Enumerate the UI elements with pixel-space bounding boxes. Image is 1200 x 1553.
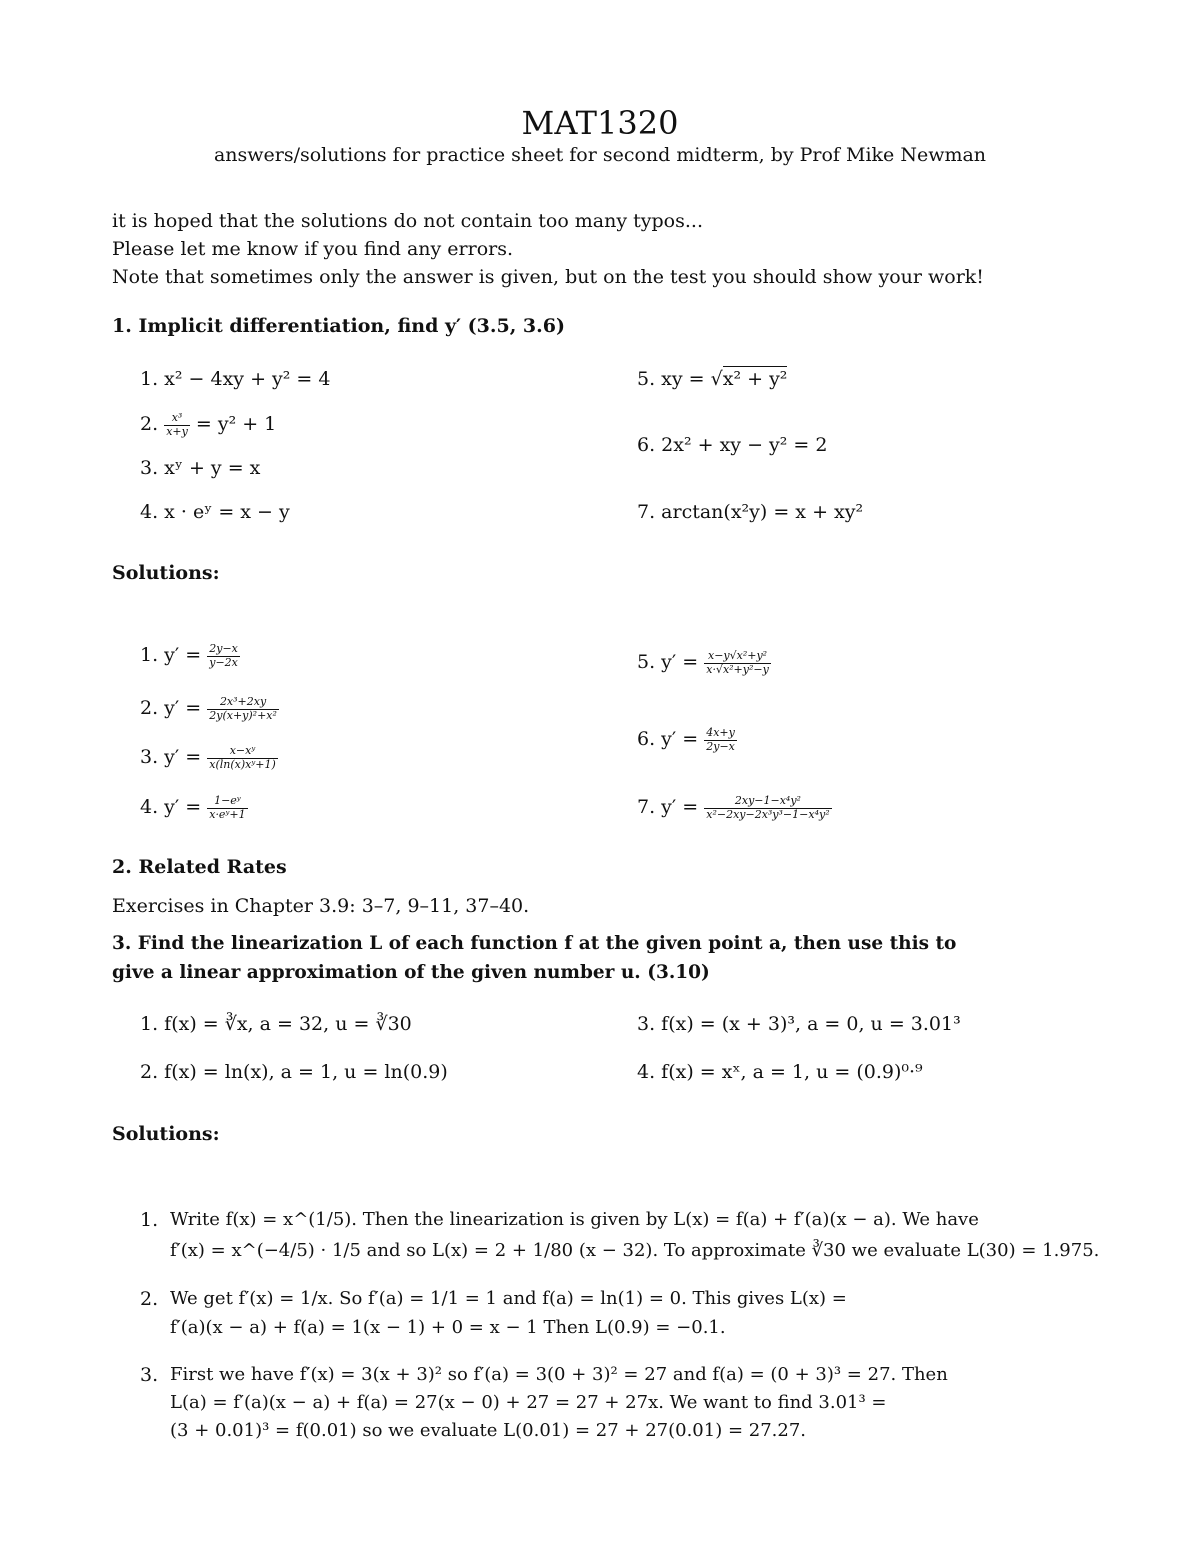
fraction-numerator: 1−eʸ: [207, 795, 247, 809]
solution-3-1-number: 1.: [140, 1209, 159, 1231]
solution-fraction: [207, 696, 279, 722]
problem-1-2-fraction: [164, 412, 190, 438]
problem-1-6: 6. 2x² + xy − y² = 2: [637, 434, 828, 456]
fraction-denominator: 2y(x+y)²+x²: [209, 708, 277, 722]
page-subtitle: answers/solutions for practice sheet for second midterm, by Prof Mike Newman: [213, 144, 987, 166]
solution-fraction: [207, 745, 278, 771]
solution-label: 1. y′ =: [140, 644, 202, 667]
section-3-solutions-heading: Solutions:: [112, 1123, 220, 1145]
solution-3-3-line-2: L(a) = f′(a)(x − a) + f(a) = 27(x − 0) + 27 = 27 + 27x. We want to find 3.01³ =: [170, 1392, 887, 1413]
solution-1-7: [637, 795, 832, 821]
problem-1-1: 1. x² − 4xy + y² = 4: [140, 368, 331, 390]
section-1-heading: 1. Implicit differentiation, find y′ (3.5, 3.6): [112, 315, 565, 337]
section-2-heading: 2. Related Rates: [112, 856, 287, 878]
page-title: MAT1320: [521, 104, 679, 142]
solution-fraction: [207, 795, 247, 821]
problem-1-3: 3. xʸ + y = x: [140, 457, 261, 479]
fraction-numerator: x³: [164, 412, 190, 426]
problem-1-2-label: 2.: [140, 413, 159, 436]
problem-1-5-radicand: x² + y²: [722, 368, 788, 390]
solution-fraction: [207, 643, 240, 669]
fraction-denominator: x+y: [166, 424, 188, 438]
solution-3-1-line-2: f′(x) = x^(−4/5) · 1/5 and so L(x) = 2 + 1/80 (x − 32). To approximate ∛30 we evaluate L(30) = 1.975.: [170, 1240, 1100, 1261]
solution-fraction: [704, 727, 737, 753]
solution-3-3-line-3: (3 + 0.01)³ = f(0.01) so we evaluate L(0.01) = 27 + 27(0.01) = 27.27.: [170, 1420, 807, 1441]
problem-1-5-label: 5. xy = √: [637, 368, 723, 390]
solution-3-2-line-1: We get f′(x) = 1/x. So f′(a) = 1/1 = 1 and f(a) = ln(1) = 0. This gives L(x) =: [170, 1288, 847, 1309]
solution-1-1: [140, 643, 240, 669]
problem-3-2: 2. f(x) = ln(x), a = 1, u = ln(0.9): [140, 1061, 448, 1083]
solution-label: 6. y′ =: [637, 728, 699, 751]
problem-3-1: 1. f(x) = ∛x, a = 32, u = ∛30: [140, 1013, 412, 1035]
problem-1-5: [637, 368, 787, 391]
solution-label: 3. y′ =: [140, 746, 202, 769]
fraction-numerator: x−xʸ: [207, 745, 278, 759]
solution-1-5: [637, 650, 771, 676]
fraction-denominator: x²−2xy−2x³y³−1−x⁴y²: [706, 807, 830, 821]
solution-3-1-line-1: Write f(x) = x^(1/5). Then the linearization is given by L(x) = f(a) + f′(a)(x − a). We have: [170, 1209, 979, 1230]
solution-1-4: [140, 795, 248, 821]
fraction-numerator: 4x+y: [706, 726, 735, 739]
solution-1-2: [140, 696, 279, 722]
fraction-numerator: 2y−x: [209, 642, 238, 655]
problem-1-2: [140, 412, 276, 438]
section-3-heading-line-1: 3. Find the linearization L of each function f at the given point a, then use this to: [112, 933, 957, 954]
section-1-solutions-heading: Solutions:: [112, 562, 220, 584]
solution-1-3: [140, 745, 278, 771]
solution-fraction: [704, 650, 771, 676]
solution-label: 4. y′ =: [140, 796, 202, 819]
section-2-text: Exercises in Chapter 3.9: 3–7, 9–11, 37–40.: [112, 895, 530, 917]
section-3-heading-line-2: give a linear approximation of the given number u. (3.10): [112, 962, 710, 983]
intro-line-2: Please let me know if you find any errors.: [112, 238, 514, 260]
fraction-numerator: x−y√x²+y²: [704, 650, 771, 664]
solution-1-6: [637, 727, 737, 753]
solution-3-2-line-2: f′(a)(x − a) + f(a) = 1(x − 1) + 0 = x − 1 Then L(0.9) = −0.1.: [170, 1317, 726, 1338]
solution-label: 7. y′ =: [637, 796, 699, 819]
solution-fraction: [704, 795, 831, 821]
fraction-denominator: x·eʸ+1: [209, 807, 246, 821]
fraction-numerator: 2x³+2xy: [207, 696, 279, 710]
problem-1-2-rhs: = y² + 1: [195, 413, 277, 436]
intro-line-3: Note that sometimes only the answer is given, but on the test you should show your work!: [112, 266, 984, 288]
solution-label: 2. y′ =: [140, 697, 202, 720]
fraction-numerator: 2xy−1−x⁴y²: [704, 795, 831, 809]
problem-1-4: 4. x · eʸ = x − y: [140, 501, 290, 523]
intro-line-1: it is hoped that the solutions do not contain too many typos...: [112, 210, 703, 232]
problem-3-4: 4. f(x) = xˣ, a = 1, u = (0.9)⁰·⁹: [637, 1061, 923, 1083]
fraction-denominator: x·√x²+y²−y: [706, 662, 769, 676]
fraction-denominator: x(ln(x)xʸ+1): [209, 757, 276, 771]
fraction-denominator: y−2x: [209, 655, 238, 669]
solution-3-2-number: 2.: [140, 1288, 159, 1310]
solution-3-3-number: 3.: [140, 1364, 159, 1386]
solution-3-3-line-1: First we have f′(x) = 3(x + 3)² so f′(a) = 3(0 + 3)² = 27 and f(a) = (0 + 3)³ = 27. Then: [170, 1364, 948, 1385]
problem-1-7: 7. arctan(x²y) = x + xy²: [637, 501, 864, 523]
problem-3-3: 3. f(x) = (x + 3)³, a = 0, u = 3.01³: [637, 1013, 961, 1035]
fraction-denominator: 2y−x: [706, 739, 735, 753]
solution-label: 5. y′ =: [637, 651, 699, 674]
